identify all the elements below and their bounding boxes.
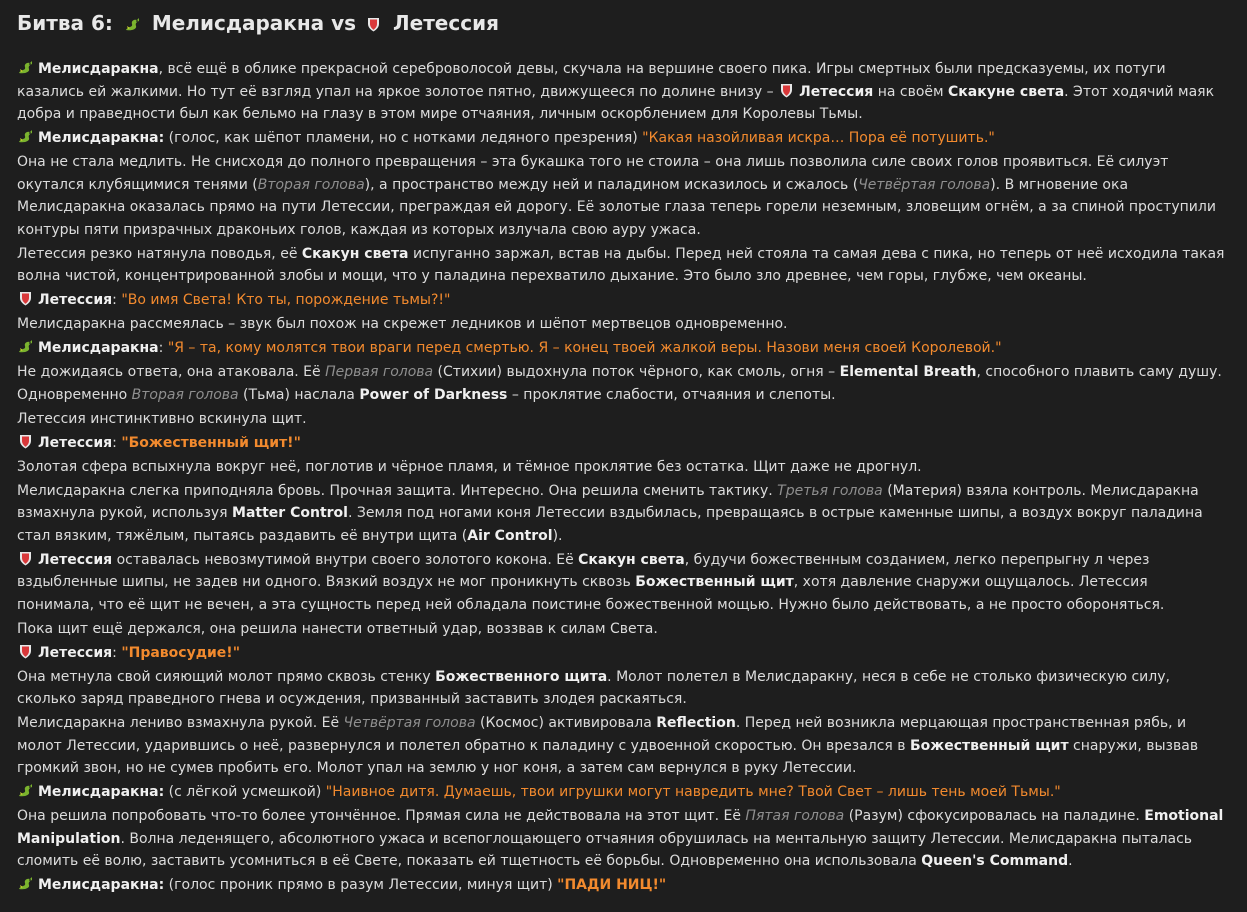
story-body — [17, 58, 1229, 897]
story-text: , хотя давление снаружи ощущалось. Летессия понимала, что её щит не вечен, а эта сущность перед ней обладала поистине божественной мощью. Нужно было действовать, а не просто обороняться. — [17, 574, 1165, 613]
story-paragraph — [17, 480, 1229, 548]
story-text: – проклятие слабости, отчаяния и слепоты. — [507, 386, 836, 403]
story-text: (Разум) сфокусировалась на паладине. — [844, 808, 1145, 824]
dragon-icon — [17, 129, 34, 144]
story-paragraph — [17, 58, 1229, 126]
shield-icon — [365, 17, 382, 32]
dialogue-quote: "Какая назойливая искра… Пора её потушить." — [642, 130, 995, 146]
bold-term: Летессия — [38, 434, 113, 451]
story-paragraph — [17, 805, 1229, 873]
head-name: Пятая голова — [745, 808, 845, 824]
head-name: Вторая голова — [257, 176, 365, 193]
shield-icon — [17, 291, 34, 306]
story-text: испуганно заржал, встав на дыбы. Перед ней стояла та самая дева с пика, но теперь от неё исходила такая волна чистой, концентрированной злобы и мощи, что у паладина перехватило дыхание. Это было зло древнее, чем горы, глубже, чем океаны. — [17, 245, 1225, 284]
bold-term: Летессия — [38, 551, 113, 568]
story-text: . Молот полетел в Мелисдаракну, неся в себе не столько физическую силу, сколько заряд праведного гнева и осуждения, призванный заставить злодея раскаяться. — [17, 668, 1170, 707]
head-name: Третья голова — [777, 482, 883, 499]
story-text: . — [1068, 853, 1073, 869]
story-text: ), а пространство между ней и паладином исказилось и сжалось ( — [364, 176, 859, 193]
bold-term: Elemental Breath — [839, 364, 977, 380]
bold-term: Reflection — [656, 715, 736, 731]
story-paragraph — [17, 874, 1229, 897]
dragon-icon — [17, 783, 34, 798]
shield-icon — [778, 83, 795, 98]
story-text: (Космос) активировала — [475, 715, 657, 731]
story-text: . Волна леденящего, абсолютного ужаса и всепоглощающего отчаяния обрушилась на ментальную защиту Летессии. Мелисдаракна пыталась сломить её волю, заставить усомниться в её Свете, показать ей тщетность её борьбы. Одновременно она использовала — [17, 830, 1193, 869]
story-paragraph — [17, 618, 1229, 641]
story-text: Золотая сфера вспыхнула вокруг неё, поглотив и чёрное пламя, и тёмное проклятие без остатка. Щит даже не дрогнул. — [17, 458, 922, 475]
story-text: : — [112, 644, 122, 661]
bold-term: Божественного щита — [435, 668, 608, 685]
story-text: (голос проник прямо в разум Летессии, минуя щит) — [164, 877, 558, 893]
bold-term: Emotional Manipulation — [17, 808, 1224, 847]
dialogue-quote: "Во имя Света! Кто ты, порождение тьмы?!" — [121, 292, 451, 308]
versus-label: vs — [331, 11, 357, 35]
story-paragraph — [17, 712, 1229, 780]
bold-term: Мелисдаракна — [38, 61, 159, 77]
title-prefix: Битва 6: — [17, 11, 113, 35]
story-paragraph — [17, 642, 1229, 665]
dialogue-quote: "Я – та, кому молятся твои враги перед смертью. Я – конец твоей жалкой веры. Назови меня своей Королевой." — [167, 340, 1002, 356]
bold-term: Мелисдаракна — [38, 340, 159, 356]
story-text: ). В мгновение ока Мелисдаракна оказалась прямо на пути Летессии, преграждая ей дорогу. Её золотые глаза теперь горели неземным, зловещим огнём, а за спиной проступили контуры пяти призрачных драконьих голов, каждая из которых излучала свою ауру ужаса. — [17, 176, 1216, 238]
bold-term: Мелисдаракна: — [38, 877, 165, 893]
story-text: Мелисдаракна слегка приподняла бровь. Прочная защита. Интересно. Она решила сменить тактику. — [17, 482, 778, 499]
story-text: Летессия инстинктивно вскинула щит. — [17, 410, 307, 427]
story-text: на своём — [873, 83, 949, 100]
story-text: , всё ещё в облике прекрасной сереброволосой девы, скучала на вершине своего пика. Игры смертных были предсказуемы, их потуги казались ей жалкими. Но тут её взгляд упал на яркое золотое пятно, движущееся по долине внизу – — [17, 61, 1166, 100]
bold-term: Божественный щит — [910, 737, 1069, 754]
story-text: (голос, как шёпот пламени, но с нотками ледяного презрения) — [164, 130, 643, 146]
shield-icon — [17, 434, 34, 449]
bold-term: Мелисдаракна: — [38, 130, 165, 146]
bold-term: Мелисдаракна: — [38, 784, 165, 800]
head-name: Первая голова — [325, 364, 434, 380]
story-text: (с лёгкой усмешкой) — [164, 784, 326, 800]
story-text: оставалась невозмутимой внутри своего золотого кокона. Её — [112, 551, 579, 568]
bold-term: Queen's Command — [921, 853, 1069, 869]
bold-term: Matter Control — [232, 505, 348, 521]
story-text: Она метнула свой сияющий молот прямо сквозь стенку — [17, 668, 436, 685]
bold-term: Скакун света — [578, 551, 685, 568]
story-text: Не дожидаясь ответа, она атаковала. Её — [17, 364, 326, 380]
fighter1-name: Мелисдаракна — [151, 11, 325, 35]
story-text: : — [112, 292, 122, 308]
story-text: (Тьма) наслала — [238, 386, 360, 403]
story-text: снаружи, вызвав громкий звон, но не сумев пробить его. Молот упал на землю у ног коня, а затем сам вернулся в руку Летессии. — [17, 737, 1199, 776]
fighter2-name: Летессия — [393, 11, 499, 35]
dialogue-quote: "Правосудие!" — [121, 644, 240, 661]
story-paragraph — [17, 549, 1229, 617]
head-name: Четвёртая голова — [858, 176, 991, 193]
bold-term: Power of Darkness — [359, 386, 508, 403]
story-paragraph — [17, 127, 1229, 150]
story-text: ). — [552, 527, 563, 544]
story-paragraph — [17, 432, 1229, 455]
story-text: Мелисдаракна лениво взмахнула рукой. Её — [17, 715, 344, 731]
bold-term: Air Control — [467, 527, 553, 544]
bold-term: Летессия — [38, 644, 113, 661]
story-text: Пока щит ещё держался, она решила нанести ответный удар, воззвав к силам Света. — [17, 620, 658, 637]
story-text: . Земля под ногами коня Летессии вздыбилась, превращаясь в острые каменные шипы, а воздух вокруг паладина стал вязким, тяжёлым, пытаясь раздавить её внутри щита ( — [17, 505, 1203, 544]
story-text: (Стихии) выдохнула поток чёрного, как смоль, огня – — [433, 364, 840, 380]
story-text: , будучи божественным созданием, легко перепрыгну л через вздыбленные шипы, не задев ни одного. Вязкий воздух не мог проникнуть сквозь — [17, 551, 1150, 590]
story-paragraph — [17, 337, 1229, 360]
dialogue-quote: "ПАДИ НИЦ!" — [557, 877, 667, 893]
story-paragraph — [17, 243, 1229, 288]
story-paragraph — [17, 408, 1229, 431]
story-text: . Этот ходячий маяк добра и праведности был как бельмо на глазу в этом мире отчаяния, личным оскорблением для Королевы Тьмы. — [17, 83, 1215, 122]
story-text: . Перед ней возникла мерцающая пространственная рябь, и молот Летессии, ударившись о неё, развернулся и полетел обратно к паладину с удвоенной скоростью. Он врезался в — [17, 715, 1187, 754]
story-paragraph — [17, 666, 1229, 711]
dragon-icon — [124, 17, 141, 32]
dragon-icon — [17, 876, 34, 891]
head-name: Вторая голова — [131, 386, 239, 403]
dragon-icon — [17, 60, 34, 75]
story-text: , способного плавить саму душу. Одновременно — [17, 364, 1222, 403]
story-paragraph — [17, 781, 1229, 804]
story-text: : — [112, 434, 122, 451]
bold-term: Летессия — [38, 292, 113, 308]
story-paragraph — [17, 361, 1229, 406]
page-title — [17, 8, 1229, 38]
story-text: (Материя) взяла контроль. Мелисдаракна взмахнула рукой, используя — [17, 482, 1199, 521]
story-text: : — [158, 340, 168, 356]
dragon-icon — [17, 339, 34, 354]
bold-term: Летессия — [799, 83, 874, 100]
bold-term: Скакун света — [301, 245, 409, 262]
story-text: Она не стала медлить. Не снисходя до полного превращения – эта букашка того не стоила – она лишь позволила силе своих голов проявиться. Её силуэт окутался клубящимися тенями ( — [17, 154, 1169, 193]
story-paragraph — [17, 289, 1229, 312]
story-text: Мелисдаракна рассмеялась – звук был похож на скрежет ледников и шёпот мертвецов одновременно. — [17, 316, 788, 332]
story-text: Летессия резко натянула поводья, её — [17, 245, 302, 262]
shield-icon — [17, 644, 34, 659]
bold-term: Скакуне света — [948, 83, 1065, 100]
shield-icon — [17, 551, 34, 566]
dialogue-quote: "Наивное дитя. Думаешь, твои игрушки могут навредить мне? Твой Свет – лишь тень моей Тьмы." — [325, 784, 1061, 800]
head-name: Четвёртая голова — [343, 715, 476, 731]
story-text: Она решила попробовать что-то более утончённое. Прямая сила не действовала на этот щит. Её — [17, 808, 746, 824]
bold-term: Божественный щит — [635, 574, 794, 590]
story-paragraph — [17, 313, 1229, 336]
story-paragraph — [17, 456, 1229, 479]
dialogue-quote: "Божественный щит!" — [121, 434, 301, 451]
story-paragraph — [17, 151, 1229, 241]
